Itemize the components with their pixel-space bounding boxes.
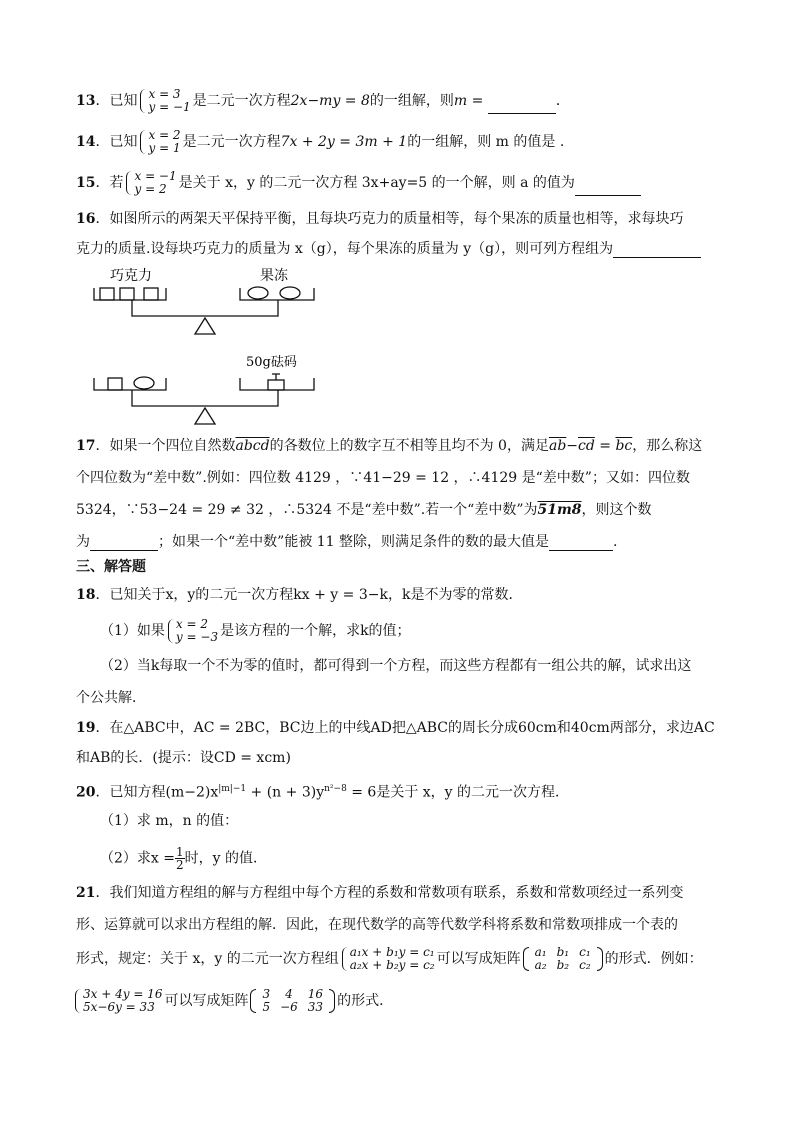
question-21-line-4: 3x + 4y = 16 5x−6y = 33 可以写成矩阵 3 4 16 5 −6 33 的形式． (72, 988, 393, 1014)
question-20-part-2: （2）求x = $\frac{1}{2}$ 时，y 的值． (100, 845, 267, 872)
question-number: 14 (76, 134, 96, 150)
solution-brace: x = 2 y = −3 (167, 618, 218, 644)
question-number: 20 (76, 784, 96, 801)
question-19-line-2: 和AB的长．(提示：设CD = xcm) (76, 750, 291, 766)
question-19-line-1: 19．在△ABC中，AC = 2BC，BC边上的中线AD把△ABC的周长分成60cm和40cm两部分，求边AC (76, 720, 715, 736)
chocolate (100, 288, 114, 300)
beam (132, 300, 278, 316)
right-pan (240, 288, 314, 300)
jelly (248, 287, 268, 299)
question-18-part-2: （2）当k每取一个不为零的值时，都可得到一个方程，而这些方程都有一组公共的解，试求出这 (100, 658, 692, 674)
solution-brace: x = 3 y = −1 (139, 88, 190, 114)
weight (268, 380, 284, 390)
question-18-line-1: 18．已知关于x，y的二元一次方程kx + y = 3−k，k是不为零的常数． (76, 587, 523, 603)
question-number: 21 (76, 885, 96, 901)
solution-brace: x = 2 y = 1 (139, 129, 180, 155)
question-number: 18 (76, 587, 96, 603)
balance-scales-figure (88, 262, 328, 434)
question-18-part-2-cont: 个公共解． (76, 690, 146, 706)
fulcrum (195, 408, 215, 424)
question-20-line-1: 20．已知方程$(m-2)x^{|m|-1} + (n + 3)y^{n^2-8} = 6$是关于 x，y 的二元一次方程． (76, 784, 570, 801)
question-number: 17 (76, 438, 96, 454)
answer-blank[interactable] (575, 181, 641, 196)
chocolate (108, 378, 122, 390)
left-pan (94, 288, 166, 300)
answer-blank[interactable] (488, 99, 556, 114)
question-16-line-1: 16．如图所示的两架天平保持平衡，且每块巧克力的质量相等，每个果冻的质量也相等，求每块巧 (76, 211, 684, 227)
label-chocolate: 巧克力 (110, 268, 152, 284)
question-number: 16 (76, 211, 96, 227)
question-17-line-1: 17．如果一个四位自然数abcd的各数位上的数字互不相等且均不为 0，满足$\overline{ab}-\overline{cd} = \overline{bc}$，那么称这 (76, 438, 703, 454)
text: ．已知 (95, 93, 138, 109)
question-21-line-1: 21．我们知道方程组的解与方程组中每个方程的系数和常数项有联系，系数和常数项经过一系列变 (76, 885, 684, 901)
question-17-line-4: 为 ；如果一个“差中数”能被 11 整除，则满足条件的数的最大值是 . (76, 534, 618, 550)
chocolate (120, 288, 134, 300)
question-number: 19 (76, 720, 96, 736)
question-21-line-2: 形、运算就可以求出方程组的解．因此，在现代数学的高等代数学科将系数和常数项排成一个表的 (76, 917, 678, 933)
general-system-brace: a₁x + b₁y = c₁ a₂x + b₂y = c₂ (341, 946, 435, 972)
solution-brace: x = −1 y = 2 (125, 170, 176, 196)
example-matrix: 3 4 16 5 −6 33 (250, 988, 335, 1014)
section-title: 三、解答题 (76, 559, 146, 575)
label-jelly: 果冻 (260, 268, 288, 284)
jelly (134, 377, 154, 389)
general-matrix: a₁ b₁ c₁ a₂ b₂ c₂ (523, 946, 603, 972)
question-17-line-3: 5324，∵53−24 = 29 ≠ 32 ，∴5324 不是“差中数”.若一个“差中数”为51m8，则这个数 (76, 502, 652, 518)
fraction: $\frac{1}{2}$ (175, 845, 184, 872)
fulcrum (195, 318, 215, 334)
answer-blank[interactable] (90, 536, 158, 551)
question-16-line-2: 克力的质量.设每块巧克力的质量为 x（g），每个果冻的质量为 y（g），则可列方程组为 (76, 240, 701, 258)
question-21-line-3: 形式，规定：关于 x，y 的二元一次方程组 a₁x + b₁y = c₁ a₂x + b₂y = c₂ 可以写成矩阵 a₁ b₁ c₁ a₂ b₂ c₂ 的形式．例如： (76, 945, 703, 972)
question-15: 15．若 x = −1 y = 2 是关于 x，y 的二元一次方程 3x+ay=5 的一个解，则 a 的值为 (76, 170, 641, 196)
question-13: 13．已知 x = 3 y = −1 是二元一次方程2x−my = 8的一组解，则m = ． (76, 87, 570, 114)
jelly (280, 287, 300, 299)
left-pan (94, 378, 166, 390)
weight-hook (272, 374, 280, 380)
question-number: 15 (76, 175, 96, 191)
beam (132, 390, 278, 406)
question-20-part-1: （1）求 m，n 的值： (100, 813, 239, 829)
chocolate (144, 288, 158, 300)
answer-blank[interactable] (613, 243, 701, 258)
answer-blank[interactable] (549, 536, 613, 551)
equation: 7x + 2y = 3m + 1 (280, 134, 408, 150)
label-weight: 50g砝码 (246, 355, 297, 370)
question-17-line-2: 个四位数为“差中数”.例如：四位数 4129 ，∵41−29 = 12 ，∴4129 是“差中数”；又如：四位数 (76, 470, 690, 486)
equation: 2x−my = 8 (290, 93, 370, 109)
question-number: 13 (76, 93, 96, 109)
question-18-part-1: （1）如果 x = 2 y = −3 是该方程的一个解，求k的值； (100, 617, 411, 644)
question-14: 14．已知 x = 2 y = 1 是二元一次方程7x + 2y = 3m + 1的一组解，则 m 的值是 . (76, 128, 565, 155)
example-system-brace: 3x + 4y = 16 5x−6y = 33 (74, 988, 162, 1014)
